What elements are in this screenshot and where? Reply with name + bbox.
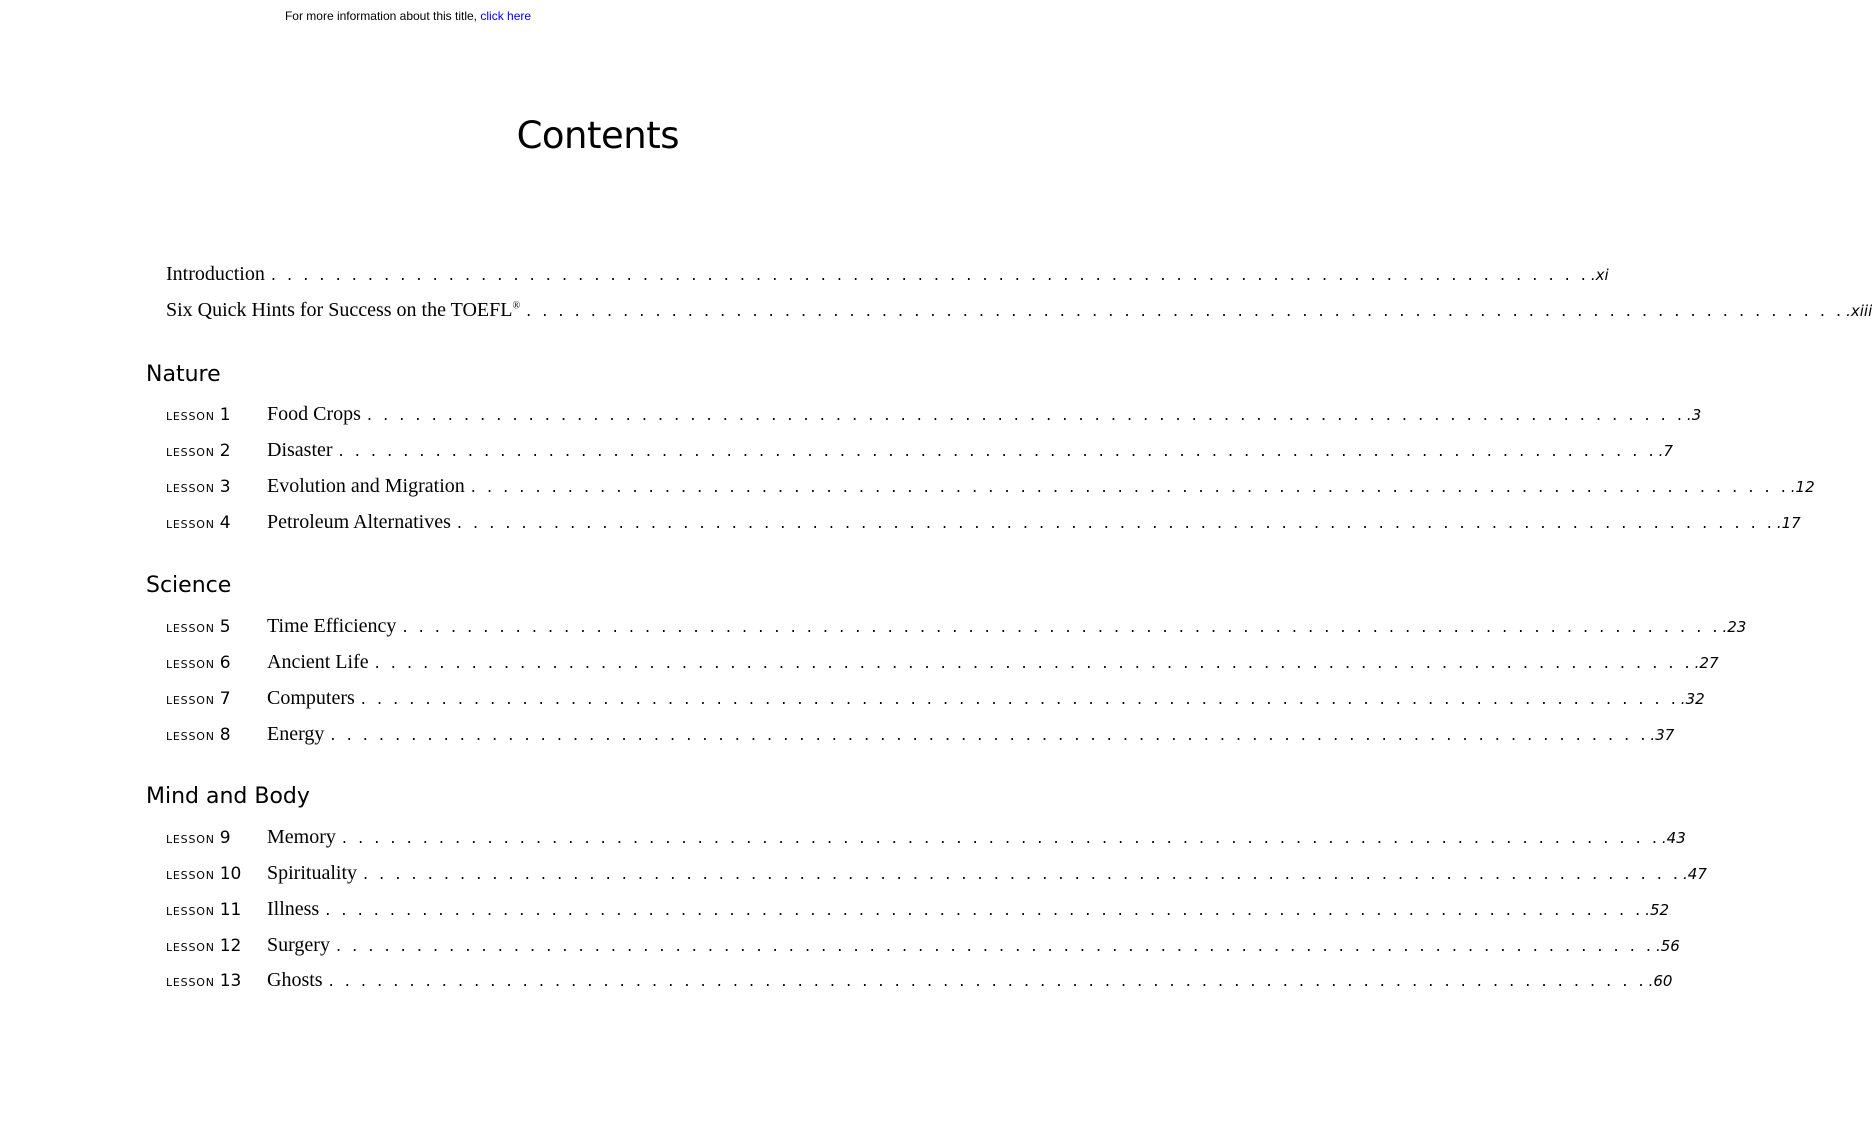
toc-entry-lesson-3[interactable] xyxy=(166,475,1815,499)
section-heading-mind-and-body: Mind and Body xyxy=(146,784,310,809)
toc-entry-label: Ghosts xyxy=(267,969,323,991)
lesson-number: lesson 1 xyxy=(166,405,231,425)
toc-entry-lesson-6[interactable] xyxy=(166,651,1719,675)
toc-entry-lesson-4[interactable] xyxy=(166,511,1801,535)
lesson-number: lesson 5 xyxy=(166,617,231,637)
toc-page-number: .7 xyxy=(1658,442,1673,460)
toc-entry-label: Computers xyxy=(267,687,355,709)
toc-page-number: .37 xyxy=(1650,726,1675,744)
lesson-number: lesson 9 xyxy=(166,828,231,848)
lesson-number: lesson 11 xyxy=(166,900,242,920)
dot-leader: . . . . . . . . . . . . . . . . . . . . . . . . . . . . . . . . . . . . . . . . . . . . . . . . . . . . . . . . . . . . . . . . . . . . . . . . . . . . . . . . . . xyxy=(360,689,1679,708)
toc-page-number: .12 xyxy=(1790,478,1815,496)
lesson-number: lesson 8 xyxy=(166,725,231,745)
page-title: Contents xyxy=(516,114,679,157)
toc-entry-introduction[interactable] xyxy=(166,263,1609,287)
toc-entry-label: Six Quick Hints for Success on the TOEFL® xyxy=(166,299,521,321)
toc-page-number: .43 xyxy=(1661,829,1686,847)
toc-entry-lesson-10[interactable] xyxy=(166,862,1707,886)
dot-leader: . . . . . . . . . . . . . . . . . . . . . . . . . . . . . . . . . . . . . . . . . . . . . . . . . . . . . . . . . . . . . . . . . . . . . . . . . . . . . . . . . . xyxy=(456,513,1775,532)
lesson-number: lesson 7 xyxy=(166,689,231,709)
dot-leader: . . . . . . . . . . . . . . . . . . . . . . . . . . . . . . . . . . . . . . . . . . . . . . . . . . . . . . . . . . . . . . . . . . . . . . . . . . . . . . . . . . xyxy=(341,828,1660,847)
toc-entry-label: Illness xyxy=(267,898,320,920)
dot-leader: . . . . . . . . . . . . . . . . . . . . . . . . . . . . . . . . . . . . . . . . . . . . . . . . . . . . . . . . . . . . . . . . . . . . . . . . . . . . . . . . . . xyxy=(328,971,1647,990)
toc-page-number: .52 xyxy=(1645,901,1670,919)
dot-leader: . . . . . . . . . . . . . . . . . . . . . . . . . . . . . . . . . . . . . . . . . . . . . . . . . . . . . . . . . . . . . . . . . . . . . . . . . . . . . . . . . . xyxy=(325,900,1644,919)
lesson-number: lesson 10 xyxy=(166,864,242,884)
dot-leader: . . . . . . . . . . . . . . . . . . . . . . . . . . . . . . . . . . . . . . . . . . . . . . . . . . . . . . . . . . . . . . . . . . . . . . . . . . . . . . . . . . xyxy=(335,936,1654,955)
toc-page-number: .3 xyxy=(1686,406,1702,424)
click-here-link[interactable]: click here xyxy=(480,9,532,23)
section-heading-nature: Nature xyxy=(146,362,221,387)
dot-leader: . . . . . . . . . . . . . . . . . . . . . . . . . . . . . . . . . . . . . . . . . . . . . . . . . . . . . . . . . . . . . . . . . . . . . . . . . . . . . . . . . . xyxy=(270,265,1589,284)
toc-entry-quick-hints[interactable] xyxy=(166,299,1872,323)
dot-leader: . . . . . . . . . . . . . . . . . . . . . . . . . . . . . . . . . . . . . . . . . . . . . . . . . . . . . . . . . . . . . . . . . . . . . . . . . . . . . . . . . . xyxy=(470,477,1789,496)
lesson-number: lesson 2 xyxy=(166,441,231,461)
toc-entry-lesson-12[interactable] xyxy=(166,934,1680,958)
toc-entry-lesson-8[interactable] xyxy=(166,723,1675,747)
lesson-number: lesson 6 xyxy=(166,653,231,673)
toc-page-number: .60 xyxy=(1648,972,1673,990)
toc-page-number: .23 xyxy=(1722,618,1747,636)
toc-page-number: .xiii xyxy=(1846,302,1872,320)
dot-leader: . . . . . . . . . . . . . . . . . . . . . . . . . . . . . . . . . . . . . . . . . . . . . . . . . . . . . . . . . . . . . . . . . . . . . . . . . . . . . . . . . . xyxy=(363,864,1682,883)
toc-entry-lesson-7[interactable] xyxy=(166,687,1705,711)
section-heading-science: Science xyxy=(146,573,232,598)
toc-page-number: .17 xyxy=(1776,514,1801,532)
toc-entry-lesson-9[interactable] xyxy=(166,826,1686,850)
toc-entry-lesson-5[interactable] xyxy=(166,615,1747,639)
lesson-number: lesson 4 xyxy=(166,513,231,533)
dot-leader: . . . . . . . . . . . . . . . . . . . . . . . . . . . . . . . . . . . . . . . . . . . . . . . . . . . . . . . . . . . . . . . . . . . . . . . . . . . . . . . . . . xyxy=(402,617,1721,636)
toc-page-number: .56 xyxy=(1655,937,1680,955)
toc-entry-lesson-11[interactable] xyxy=(166,898,1670,922)
toc-entry-label: Surgery xyxy=(267,934,330,956)
toc-page-number: .xi xyxy=(1590,266,1609,284)
toc-entry-label: Ancient Life xyxy=(267,651,369,673)
toc-page-number: .47 xyxy=(1683,865,1707,883)
dot-leader: . . . . . . . . . . . . . . . . . . . . . . . . . . . . . . . . . . . . . . . . . . . . . . . . . . . . . . . . . . . . . . . . . . . . . . . . . . . . . . . . . . xyxy=(366,405,1685,424)
toc-entry-label: Disaster xyxy=(267,439,333,461)
registered-mark: ® xyxy=(512,300,521,312)
dot-leader: . . . . . . . . . . . . . . . . . . . . . . . . . . . . . . . . . . . . . . . . . . . . . . . . . . . . . . . . . . . . . . . . . . . . . . . . . . . . . . . . . . xyxy=(374,653,1693,672)
toc-entry-label: Time Efficiency xyxy=(267,615,397,637)
lesson-number: lesson 12 xyxy=(166,936,242,956)
dot-leader: . . . . . . . . . . . . . . . . . . . . . . . . . . . . . . . . . . . . . . . . . . . . . . . . . . . . . . . . . . . . . . . . . . . . . . . . . . . . . . . . . . xyxy=(330,725,1649,744)
toc-entry-lesson-1[interactable] xyxy=(166,403,1702,427)
toc-page-number: .27 xyxy=(1694,654,1719,672)
toc-entry-label: Petroleum Alternatives xyxy=(267,511,451,533)
toc-entry-label: Evolution and Migration xyxy=(267,475,465,497)
lesson-number: lesson 3 xyxy=(166,477,231,497)
toc-page-number: .32 xyxy=(1680,690,1705,708)
toc-entry-label: Food Crops xyxy=(267,403,361,425)
more-info-text: For more information about this title, xyxy=(284,9,481,23)
lesson-number: lesson 13 xyxy=(166,971,242,991)
more-info-note xyxy=(0,9,816,23)
toc-entry-label: Memory xyxy=(267,826,336,848)
toc-entry-label: Introduction xyxy=(166,263,265,285)
toc-entry-label: Energy xyxy=(267,723,325,745)
dot-leader: . . . . . . . . . . . . . . . . . . . . . . . . . . . . . . . . . . . . . . . . . . . . . . . . . . . . . . . . . . . . . . . . . . . . . . . . . . . . . . . . . . xyxy=(338,441,1657,460)
toc-entry-lesson-13[interactable] xyxy=(166,969,1673,993)
toc-entry-lesson-2[interactable] xyxy=(166,439,1673,463)
toc-entry-label: Spirituality xyxy=(267,862,357,884)
dot-leader: . . . . . . . . . . . . . . . . . . . . . . . . . . . . . . . . . . . . . . . . . . . . . . . . . . . . . . . . . . . . . . . . . . . . . . . . . . . . . . . . . . xyxy=(526,301,1845,320)
